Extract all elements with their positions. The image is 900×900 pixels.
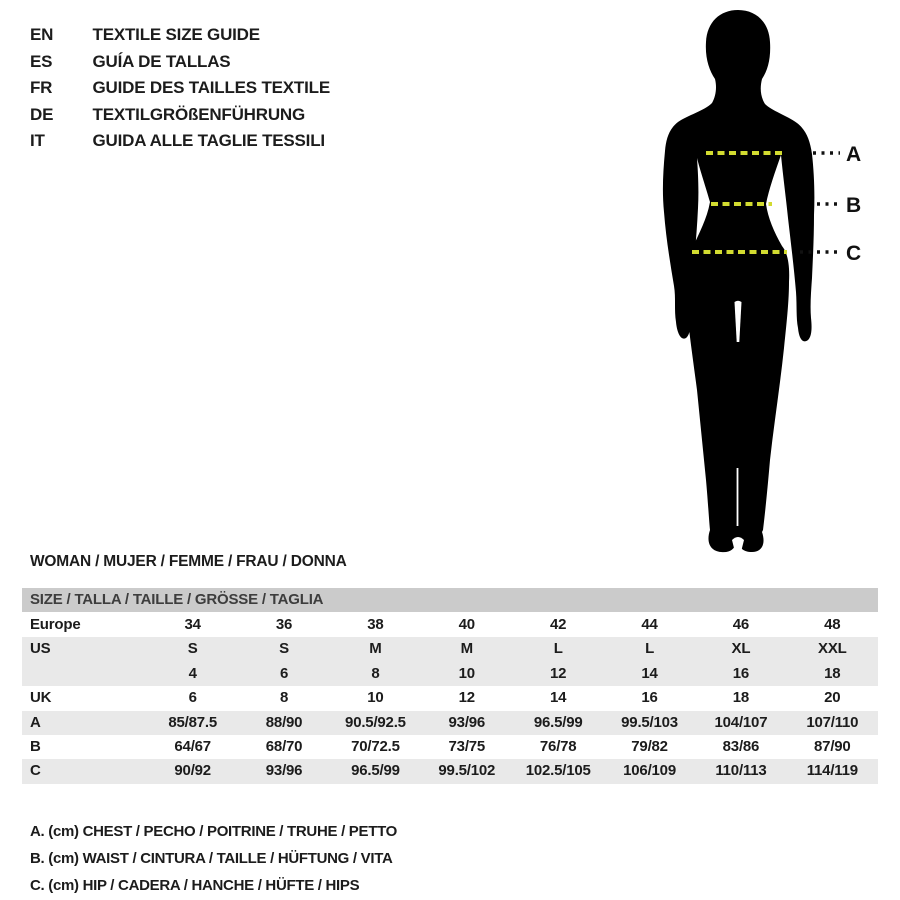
legend-chest: A. (cm) CHEST / PECHO / POITRINE / TRUHE / PETTO bbox=[30, 823, 398, 840]
row-label: B bbox=[30, 737, 41, 755]
table-cell: 88/90 bbox=[265, 713, 303, 731]
table-cell: 36 bbox=[275, 616, 293, 633]
language-list bbox=[30, 22, 330, 155]
hip-marker-label: C bbox=[846, 242, 862, 265]
table-cell: 48 bbox=[824, 616, 841, 633]
language-label: TEXTILGRÖßENFÜHRUNG bbox=[92, 104, 305, 124]
table-cell: 96.5/99 bbox=[533, 713, 583, 731]
table-cell: 93/96 bbox=[265, 762, 303, 780]
table-cell: 10 bbox=[367, 689, 384, 707]
table-cell: 46 bbox=[732, 616, 750, 633]
chest-marker-label: A bbox=[846, 143, 862, 166]
language-label: GUIDA ALLE TAGLIE TESSILI bbox=[92, 131, 325, 151]
row-label: C bbox=[30, 762, 41, 780]
table-cell: S bbox=[187, 640, 198, 658]
language-code: EN bbox=[30, 25, 54, 44]
table-cell: 85/87.5 bbox=[168, 713, 218, 731]
table-cell: 87/90 bbox=[814, 737, 851, 755]
table-cell: 73/75 bbox=[448, 737, 486, 755]
language-code: ES bbox=[30, 51, 53, 71]
table-cell: 96.5/99 bbox=[351, 762, 400, 780]
table-cell: 18 bbox=[824, 664, 841, 682]
language-label: GUÍA DE TALLAS bbox=[92, 51, 231, 71]
table-cell: 90/92 bbox=[174, 762, 211, 780]
table-cell: 8 bbox=[279, 689, 289, 707]
table-cell: 18 bbox=[732, 689, 750, 707]
woman-silhouette bbox=[663, 10, 814, 552]
language-label: TEXTILE SIZE GUIDE bbox=[92, 25, 260, 44]
table-cell: S bbox=[279, 640, 289, 658]
table-cell: 16 bbox=[732, 664, 750, 682]
table-cell: 102.5/105 bbox=[525, 762, 591, 780]
table-cell: 14 bbox=[641, 664, 658, 682]
table-cell: XL bbox=[731, 640, 751, 658]
language-row bbox=[30, 102, 330, 129]
row-label: A bbox=[30, 713, 41, 731]
row-label: UK bbox=[30, 689, 52, 707]
table-row-hip bbox=[22, 759, 878, 783]
legend-waist: B. (cm) WAIST / CINTURA / TAILLE / HÜFTUNG / VITA bbox=[30, 850, 393, 867]
table-cell: 93/96 bbox=[448, 713, 486, 731]
ankle-gap bbox=[732, 537, 744, 552]
table-cell: 99.5/102 bbox=[438, 762, 496, 780]
table-cell: 90.5/92.5 bbox=[345, 713, 406, 731]
table-cell: 114/119 bbox=[806, 762, 858, 780]
row-label: US bbox=[30, 640, 51, 658]
table-cell: 44 bbox=[641, 616, 658, 633]
table-cell: 40 bbox=[458, 616, 475, 633]
table-cell: 99.5/103 bbox=[621, 713, 678, 731]
language-row bbox=[30, 75, 330, 102]
table-row-chest bbox=[22, 711, 878, 735]
table-cell: 83/86 bbox=[722, 737, 760, 755]
table-cell: 10 bbox=[458, 664, 475, 682]
measurement-legend bbox=[30, 818, 397, 899]
table-cell: L bbox=[553, 640, 563, 658]
table-cell: 79/82 bbox=[631, 737, 668, 755]
table-row-europe bbox=[22, 613, 878, 637]
table-row-us-numbers bbox=[22, 662, 878, 686]
table-cell: 68/70 bbox=[265, 737, 303, 755]
table-cell: 34 bbox=[184, 616, 201, 633]
table-row-us-letters bbox=[22, 637, 878, 661]
language-code: DE bbox=[30, 104, 54, 124]
section-title: WOMAN / MUJER / FEMME / FRAU / DONNA bbox=[30, 553, 347, 570]
table-cell: 4 bbox=[188, 664, 197, 682]
table-cell: 16 bbox=[641, 689, 658, 707]
size-table-header: SIZE / TALLA / TAILLE / GRÖSSE / TAGLIA bbox=[22, 588, 878, 613]
calf-gap bbox=[737, 468, 739, 526]
table-cell: 6 bbox=[188, 689, 197, 707]
row-label: Europe bbox=[30, 616, 81, 633]
size-table bbox=[22, 588, 878, 784]
language-code: IT bbox=[30, 131, 45, 151]
table-cell: 12 bbox=[550, 664, 567, 682]
table-cell: XXL bbox=[818, 640, 847, 658]
waist-marker-label: B bbox=[846, 194, 862, 217]
table-row-waist bbox=[22, 735, 878, 759]
crotch-gap bbox=[735, 301, 742, 342]
table-cell: 38 bbox=[367, 616, 384, 633]
table-cell: 64/67 bbox=[174, 737, 211, 755]
table-cell: M bbox=[369, 640, 382, 658]
table-cell: 12 bbox=[458, 689, 475, 707]
table-cell: 8 bbox=[371, 664, 380, 682]
table-cell: 76/78 bbox=[539, 737, 577, 755]
language-row bbox=[30, 49, 330, 76]
table-cell: L bbox=[645, 640, 655, 658]
table-cell: M bbox=[460, 640, 473, 658]
table-cell: 106/109 bbox=[623, 762, 676, 780]
table-cell: 107/110 bbox=[806, 713, 859, 731]
table-cell: 14 bbox=[550, 689, 567, 707]
table-cell: 6 bbox=[279, 664, 289, 682]
table-cell: 20 bbox=[824, 689, 841, 707]
table-cell: 70/72.5 bbox=[351, 737, 400, 755]
language-code: FR bbox=[30, 78, 53, 98]
language-row bbox=[30, 22, 330, 49]
table-cell: 104/107 bbox=[714, 713, 768, 731]
table-cell: 42 bbox=[550, 616, 567, 633]
legend-hip: C. (cm) HIP / CADERA / HANCHE / HÜFTE / HIPS bbox=[30, 877, 360, 894]
row-label bbox=[22, 662, 147, 686]
language-label: GUIDE DES TAILLES TEXTILE bbox=[92, 78, 330, 98]
table-row-uk bbox=[22, 686, 878, 710]
language-row bbox=[30, 128, 330, 155]
table-cell: 110/113 bbox=[715, 762, 767, 780]
